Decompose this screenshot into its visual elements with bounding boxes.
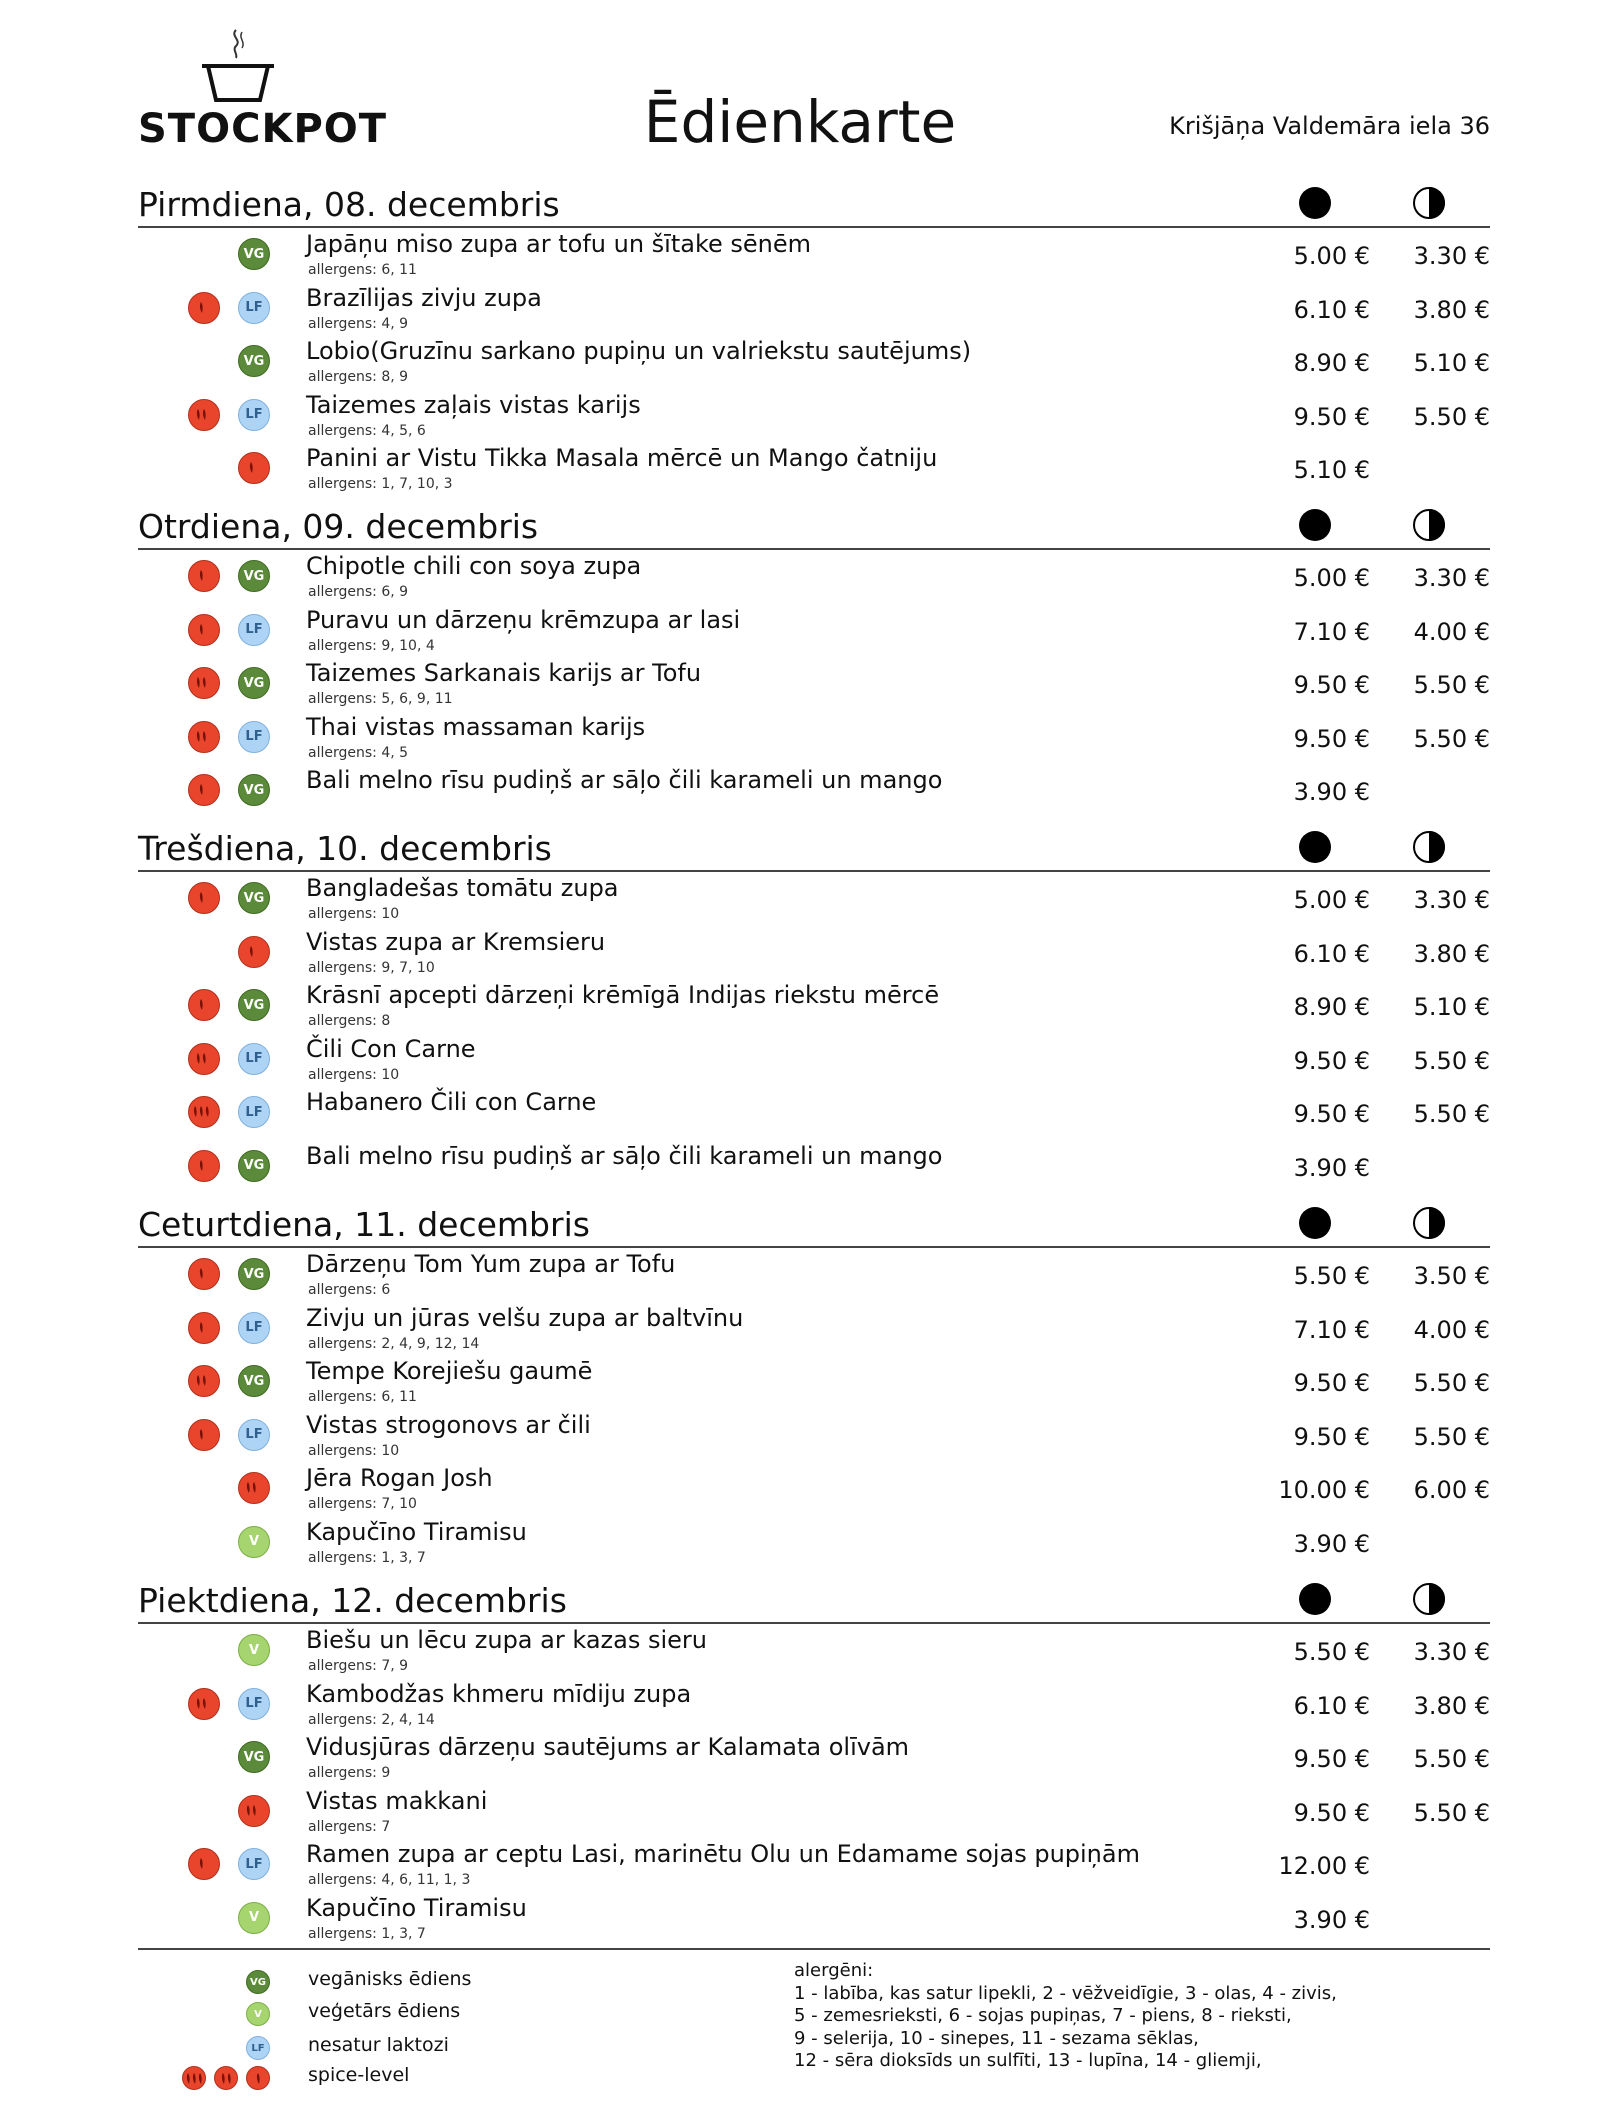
- price-half: 5.50 €: [1413, 1798, 1490, 1827]
- dish-name: Brazīlijas zivju zupa: [306, 283, 542, 312]
- vegan-badge-icon: VG: [238, 1741, 270, 1773]
- lactose-free-badge-icon: LF: [238, 1043, 270, 1075]
- dish-allergens: allergens: 9, 10, 4: [308, 637, 435, 654]
- menu-item: [138, 1033, 1490, 1087]
- menu-item: [138, 764, 1490, 818]
- price-half: 3.80 €: [1413, 939, 1490, 968]
- spice-2-icon: [238, 1795, 270, 1827]
- price-full: 5.00 €: [1293, 564, 1370, 592]
- dish-name: Biešu un lēcu zupa ar kazas sieru: [306, 1626, 707, 1654]
- price-full: 9.50 €: [1293, 1100, 1370, 1128]
- spice-2-icon: [188, 721, 220, 753]
- menu-item: [138, 1302, 1490, 1356]
- address: Krišjāņa Valdemāra iela 36: [1169, 112, 1490, 140]
- price-half: 4.00 €: [1413, 1315, 1490, 1344]
- spice-2-icon: [214, 2066, 238, 2090]
- menu-item: [138, 604, 1490, 658]
- dish-name: Tempe Korejiešu gaumē: [306, 1357, 593, 1385]
- spice-1-icon: [188, 989, 220, 1021]
- dish-allergens: allergens: 10: [308, 1442, 400, 1459]
- menu-item: [138, 979, 1490, 1033]
- day-section: [138, 1192, 1490, 1569]
- page-title: Ēdienkarte: [643, 88, 957, 156]
- menu-item: [138, 926, 1490, 980]
- menu-item: [138, 228, 1490, 282]
- spice-2-icon: [188, 1688, 220, 1720]
- day-title: Otrdiena, 09. decembris: [138, 507, 539, 546]
- price-full: 7.10 €: [1293, 617, 1370, 646]
- day-header: [138, 172, 1490, 228]
- price-full: 7.10 €: [1293, 1315, 1370, 1344]
- vegan-badge-icon: VG: [238, 1258, 270, 1290]
- menu-item: [138, 1785, 1490, 1839]
- spice-1-icon: [188, 774, 220, 806]
- lactose-free-badge-icon: LF: [238, 292, 270, 324]
- price-full: 9.50 €: [1293, 1745, 1370, 1773]
- dish-allergens: allergens: 1, 3, 7: [308, 1925, 426, 1942]
- price-half: 5.10 €: [1413, 349, 1490, 377]
- vegan-badge-icon: VG: [238, 560, 270, 592]
- menu-item: [138, 1248, 1490, 1302]
- vegetarian-badge-icon: V: [238, 1634, 270, 1666]
- allergen-title: alergēni:: [794, 1960, 874, 1981]
- dish-name: Thai vistas massaman karijs: [306, 712, 646, 741]
- lactose-free-badge-icon: LF: [246, 2036, 270, 2060]
- vegetarian-badge-icon: V: [238, 1526, 270, 1558]
- price-full: 9.50 €: [1293, 1046, 1370, 1075]
- allergen-line: 5 - zemesrieksti, 6 - sojas pupiņas, 7 - piens, 8 - rieksti,: [794, 2005, 1292, 2026]
- price-full: 10.00 €: [1278, 1476, 1370, 1504]
- dish-allergens: allergens: 1, 3, 7: [308, 1549, 426, 1566]
- menu-item: [138, 711, 1490, 765]
- dish-name: Taizemes zaļais vistas karijs: [306, 390, 641, 419]
- day-section: [138, 172, 1490, 496]
- half-portion-icon: [1412, 830, 1446, 864]
- spice-1-icon: [246, 2066, 270, 2090]
- full-portion-icon: [1298, 186, 1332, 220]
- spice-1-icon: [188, 1258, 220, 1290]
- price-half: 3.50 €: [1413, 1262, 1490, 1290]
- menu-item: [138, 282, 1490, 336]
- price-half: 5.50 €: [1413, 1422, 1490, 1451]
- vegan-badge-icon: VG: [246, 1970, 270, 1994]
- dish-allergens: allergens: 6: [308, 1282, 391, 1298]
- spice-1-icon: [188, 560, 220, 592]
- dish-allergens: allergens: 6, 11: [308, 1389, 417, 1405]
- menu-item: [138, 657, 1490, 711]
- spice-1-icon: [238, 452, 270, 484]
- dish-name: Lobio(Gruzīnu sarkano pupiņu un valriekstu sautējums): [306, 337, 972, 365]
- dish-allergens: allergens: 4, 5: [308, 744, 409, 761]
- lactose-free-badge-icon: LF: [238, 614, 270, 646]
- dish-name: Vistas makkani: [306, 1786, 488, 1815]
- price-full: 5.00 €: [1293, 886, 1370, 914]
- day-header: [138, 816, 1490, 872]
- dish-allergens: allergens: 10: [308, 906, 400, 922]
- price-half: 3.30 €: [1413, 564, 1490, 592]
- dish-name: Zivju un jūras velšu zupa ar baltvīnu: [306, 1303, 744, 1332]
- price-full: 9.50 €: [1293, 1422, 1370, 1451]
- menu-item: [138, 1678, 1490, 1732]
- price-half: 3.30 €: [1413, 242, 1490, 270]
- menu-item: [138, 1409, 1490, 1463]
- dish-name: Panini ar Vistu Tikka Masala mērcē un Mango čatniju: [306, 444, 938, 472]
- vegan-badge-icon: VG: [238, 1365, 270, 1397]
- vegan-badge-icon: VG: [238, 1150, 270, 1182]
- lactose-free-badge-icon: LF: [238, 399, 270, 431]
- full-portion-icon: [1298, 1582, 1332, 1616]
- day-section: [138, 494, 1490, 818]
- dish-allergens: allergens: 8, 9: [308, 369, 409, 385]
- price-half: 5.50 €: [1413, 671, 1490, 699]
- legend-vegetarian: veģetārs ēdiens: [308, 2000, 461, 2022]
- spice-2-icon: [188, 667, 220, 699]
- legend-spice: spice-level: [308, 2064, 410, 2086]
- spice-3-icon: [188, 1096, 220, 1128]
- spice-1-icon: [188, 614, 220, 646]
- dish-allergens: allergens: 7: [308, 1818, 391, 1835]
- dish-allergens: allergens: 10: [308, 1066, 400, 1083]
- dish-name: Bali melno rīsu pudiņš ar sāļo čili karameli un mango: [306, 766, 943, 794]
- price-full: 3.90 €: [1293, 1153, 1370, 1182]
- price-half: 4.00 €: [1413, 617, 1490, 646]
- dish-allergens: allergens: 7, 9: [308, 1658, 409, 1674]
- day-section: [138, 816, 1490, 1193]
- vegetarian-badge-icon: V: [238, 1902, 270, 1934]
- menu-item: [138, 442, 1490, 496]
- spice-1-icon: [238, 936, 270, 968]
- price-full: 5.00 €: [1293, 242, 1370, 270]
- dish-allergens: allergens: 5, 6, 9, 11: [308, 691, 453, 707]
- price-full: 3.90 €: [1293, 1905, 1370, 1934]
- menu-item: [138, 1892, 1490, 1946]
- price-half: 6.00 €: [1413, 1476, 1490, 1504]
- price-half: 5.50 €: [1413, 402, 1490, 431]
- dish-allergens: allergens: 9: [308, 1765, 391, 1781]
- spice-2-icon: [188, 1365, 220, 1397]
- half-portion-icon: [1412, 186, 1446, 220]
- price-half: 5.50 €: [1413, 1369, 1490, 1397]
- price-half: 5.10 €: [1413, 993, 1490, 1021]
- lactose-free-badge-icon: LF: [238, 1848, 270, 1880]
- day-title: Pirmdiena, 08. decembris: [138, 185, 560, 224]
- menu-item: [138, 1516, 1490, 1570]
- menu-item: [138, 1355, 1490, 1409]
- price-half: 3.30 €: [1413, 1638, 1490, 1666]
- price-half: 5.50 €: [1413, 1745, 1490, 1773]
- day-header: [138, 494, 1490, 550]
- day-title: Piektdiena, 12. decembris: [138, 1581, 567, 1620]
- half-portion-icon: [1412, 508, 1446, 542]
- price-full: 9.50 €: [1293, 1798, 1370, 1827]
- spice-1-icon: [188, 882, 220, 914]
- allergen-line: 12 - sēra dioksīds un sulfīti, 13 - lupīna, 14 - gliemji,: [794, 2050, 1262, 2071]
- price-full: 9.50 €: [1293, 1369, 1370, 1397]
- legend-lactose-free: nesatur laktozi: [308, 2034, 449, 2056]
- spice-1-icon: [188, 292, 220, 324]
- price-full: 12.00 €: [1278, 1852, 1370, 1880]
- menu-item: [138, 1140, 1490, 1194]
- lactose-free-badge-icon: LF: [238, 1312, 270, 1344]
- dish-allergens: allergens: 2, 4, 14: [308, 1711, 435, 1728]
- dish-name: Ramen zupa ar ceptu Lasi, marinētu Olu un Edamame sojas pupiņām: [306, 1840, 1140, 1868]
- price-half: 5.50 €: [1413, 1046, 1490, 1075]
- spice-2-icon: [188, 399, 220, 431]
- logo-text: STOCKPOT: [138, 106, 388, 152]
- price-half: 5.50 €: [1413, 724, 1490, 753]
- dish-allergens: allergens: 4, 6, 11, 1, 3: [308, 1872, 471, 1888]
- legend-footer: [138, 1948, 1490, 2086]
- allergen-line: 9 - selerija, 10 - sinepes, 11 - sezama sēklas,: [794, 2027, 1199, 2049]
- dish-name: Vistas zupa ar Kremsieru: [306, 927, 606, 956]
- price-full: 9.50 €: [1293, 402, 1370, 431]
- day-header: [138, 1568, 1490, 1624]
- spice-1-icon: [188, 1419, 220, 1451]
- allergen-line: 1 - labība, kas satur lipekli, 2 - vēžveidīgie, 3 - olas, 4 - zivis,: [794, 1982, 1337, 2004]
- lactose-free-badge-icon: LF: [238, 1688, 270, 1720]
- price-half: 3.80 €: [1413, 1691, 1490, 1720]
- price-full: 8.90 €: [1293, 349, 1370, 377]
- dish-allergens: allergens: 6, 9: [308, 584, 409, 600]
- half-portion-icon: [1412, 1582, 1446, 1616]
- spice-1-icon: [188, 1848, 220, 1880]
- dish-name: Dārzeņu Tom Yum zupa ar Tofu: [306, 1250, 676, 1278]
- price-full: 9.50 €: [1293, 671, 1370, 699]
- dish-allergens: allergens: 1, 7, 10, 3: [308, 476, 453, 492]
- price-full: 6.10 €: [1293, 295, 1370, 324]
- day-title: Ceturtdiena, 11. decembris: [138, 1205, 590, 1244]
- price-full: 6.10 €: [1293, 1691, 1370, 1720]
- dish-name: Čili Con Carne: [306, 1034, 476, 1063]
- dish-allergens: allergens: 2, 4, 9, 12, 14: [308, 1335, 480, 1352]
- price-half: 3.80 €: [1413, 295, 1490, 324]
- vegan-badge-icon: VG: [238, 238, 270, 270]
- price-full: 6.10 €: [1293, 939, 1370, 968]
- price-full: 9.50 €: [1293, 724, 1370, 753]
- vegan-badge-icon: VG: [238, 667, 270, 699]
- dish-name: Jēra Rogan Josh: [306, 1464, 493, 1492]
- menu-item: [138, 1086, 1490, 1140]
- day-title: Trešdiena, 10. decembris: [138, 829, 552, 868]
- lactose-free-badge-icon: LF: [238, 721, 270, 753]
- price-half: 5.50 €: [1413, 1100, 1490, 1128]
- dish-allergens: allergens: 4, 9: [308, 315, 409, 332]
- dish-name: Bangladešas tomātu zupa: [306, 874, 619, 902]
- menu-item: [138, 389, 1490, 443]
- vegan-badge-icon: VG: [238, 882, 270, 914]
- menu-item: [138, 1462, 1490, 1516]
- menu-item: [138, 335, 1490, 389]
- dish-allergens: allergens: 7, 10: [308, 1496, 417, 1512]
- allergen-list: [794, 1960, 1337, 2073]
- menu-item: [138, 1838, 1490, 1892]
- price-half: 3.30 €: [1413, 886, 1490, 914]
- half-portion-icon: [1412, 1206, 1446, 1240]
- menu-item: [138, 1624, 1490, 1678]
- dish-name: Kambodžas khmeru mīdiju zupa: [306, 1679, 692, 1708]
- dish-name: Krāsnī apcepti dārzeņi krēmīgā Indijas riekstu mērcē: [306, 981, 940, 1009]
- vegan-badge-icon: VG: [238, 774, 270, 806]
- menu-item: [138, 1731, 1490, 1785]
- price-full: 3.90 €: [1293, 778, 1370, 806]
- spice-2-icon: [188, 1043, 220, 1075]
- dish-name: Bali melno rīsu pudiņš ar sāļo čili karameli un mango: [306, 1141, 943, 1170]
- dish-name: Kapučīno Tiramisu: [306, 1893, 527, 1922]
- vegan-badge-icon: VG: [238, 989, 270, 1021]
- full-portion-icon: [1298, 830, 1332, 864]
- vegetarian-badge-icon: V: [246, 2002, 270, 2026]
- day-section: [138, 1568, 1490, 1945]
- dish-allergens: allergens: 6, 11: [308, 262, 417, 278]
- full-portion-icon: [1298, 1206, 1332, 1240]
- dish-allergens: allergens: 9, 7, 10: [308, 959, 435, 976]
- dish-name: Vistas strogonovs ar čili: [306, 1410, 591, 1439]
- dish-allergens: allergens: 4, 5, 6: [308, 422, 426, 439]
- lactose-free-badge-icon: LF: [238, 1096, 270, 1128]
- price-full: 8.90 €: [1293, 993, 1370, 1021]
- legend-vegan: vegānisks ēdiens: [308, 1968, 472, 1990]
- price-full: 3.90 €: [1293, 1529, 1370, 1558]
- price-full: 5.50 €: [1293, 1638, 1370, 1666]
- dish-name: Kapučīno Tiramisu: [306, 1517, 527, 1546]
- spice-2-icon: [238, 1472, 270, 1504]
- dish-allergens: allergens: 8: [308, 1013, 391, 1029]
- dish-name: Vidusjūras dārzeņu sautējums ar Kalamata olīvām: [306, 1733, 910, 1761]
- spice-3-icon: [182, 2066, 206, 2090]
- menu-item: [138, 550, 1490, 604]
- full-portion-icon: [1298, 508, 1332, 542]
- price-full: 5.50 €: [1293, 1262, 1370, 1290]
- day-header: [138, 1192, 1490, 1248]
- dish-name: Habanero Čili con Carne: [306, 1088, 597, 1116]
- dish-name: Chipotle chili con soya zupa: [306, 552, 642, 580]
- lactose-free-badge-icon: LF: [238, 1419, 270, 1451]
- spice-1-icon: [188, 1312, 220, 1344]
- spice-1-icon: [188, 1150, 220, 1182]
- menu-item: [138, 872, 1490, 926]
- price-full: 5.10 €: [1293, 456, 1370, 484]
- vegan-badge-icon: VG: [238, 345, 270, 377]
- dish-name: Japāņu miso zupa ar tofu un šītake sēnēm: [306, 230, 812, 258]
- dish-name: Taizemes Sarkanais karijs ar Tofu: [306, 659, 702, 687]
- dish-name: Puravu un dārzeņu krēmzupa ar lasi: [306, 605, 741, 634]
